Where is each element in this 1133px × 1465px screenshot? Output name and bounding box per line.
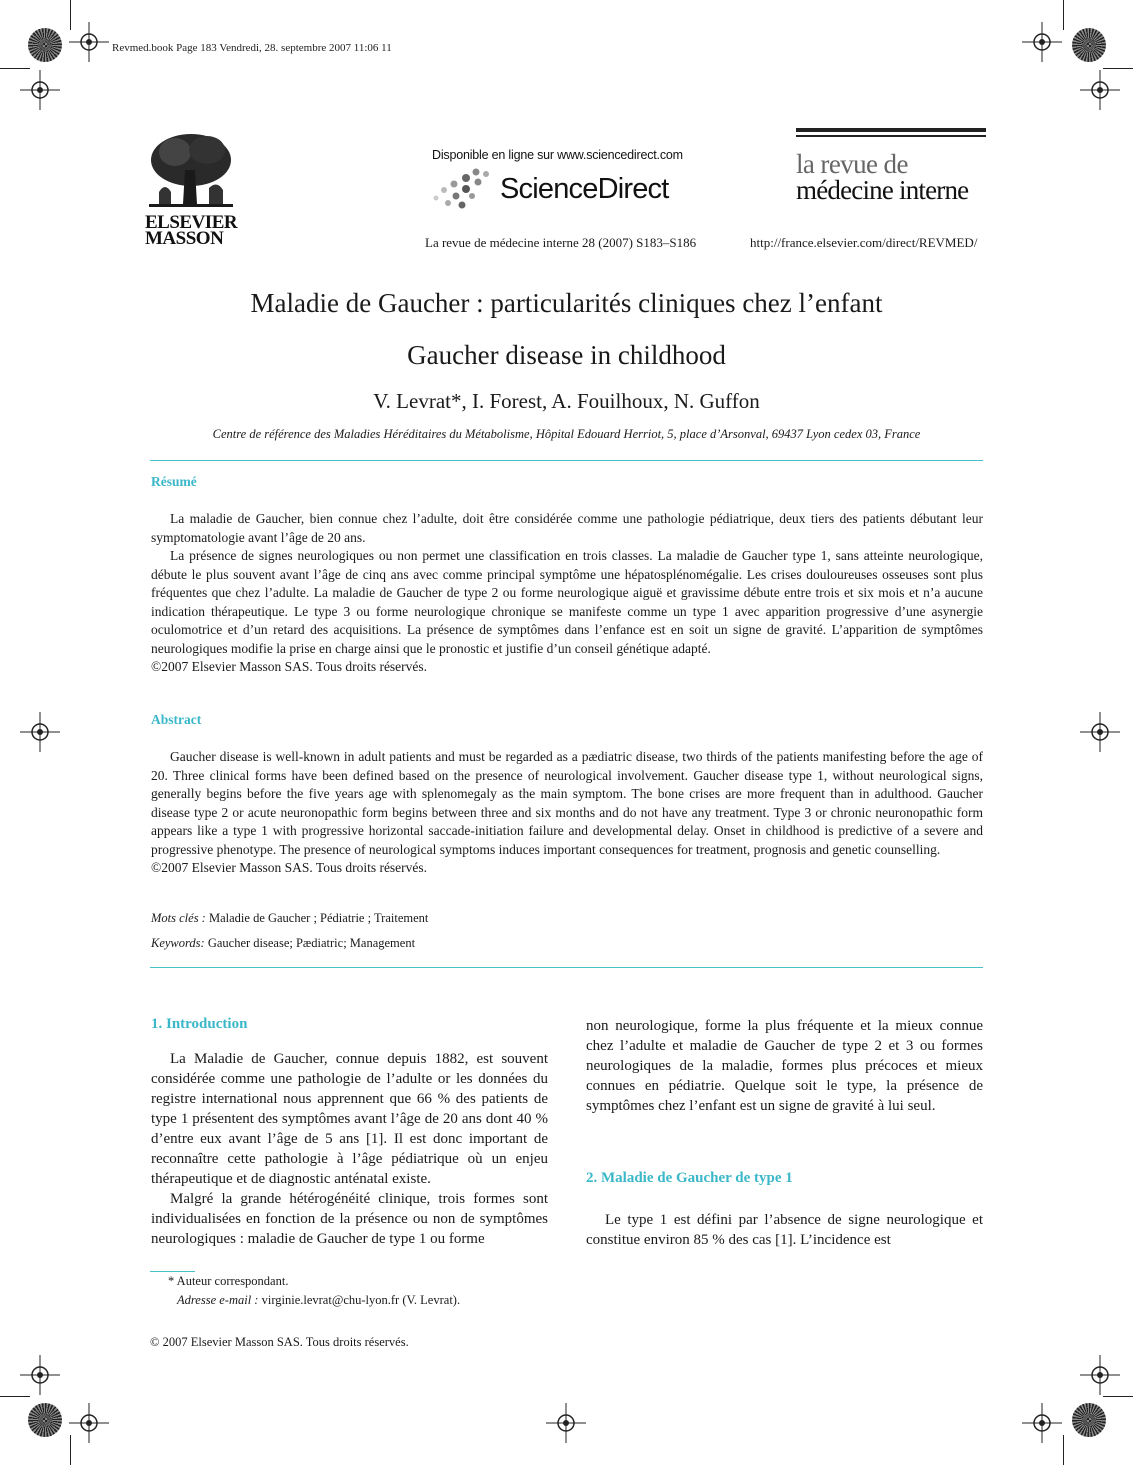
crosshair-icon [69, 1403, 109, 1443]
keywords-en [151, 936, 415, 951]
right-column-text [586, 1016, 983, 1116]
crosshair-icon [20, 712, 60, 752]
registration-circle-icon [1072, 28, 1106, 62]
journal-bar [796, 135, 986, 137]
sciencedirect-name: ScienceDirect [500, 172, 669, 205]
trim-line [1063, 1435, 1064, 1465]
trim-line [70, 0, 71, 30]
crosshair-icon [1080, 1355, 1120, 1395]
elsevier-tree-icon [145, 130, 237, 210]
sciencedirect-block [432, 148, 712, 210]
journal-logo [796, 128, 986, 203]
publisher-line2: MASSON [145, 228, 224, 249]
keywords-en-values: Gaucher disease; Pædiatric; Management [204, 936, 416, 950]
journal-bar [796, 128, 986, 132]
crosshair-icon [1080, 70, 1120, 110]
registration-circle-icon [28, 1403, 62, 1437]
author-affiliation: Centre de référence des Maladies Héréditaires du Métabolisme, Hôpital Edouard Herriot, 5, place d’Arsonval, 69437 Lyon cedex 03, France [212, 427, 921, 441]
sciencedirect-online-text: Disponible en ligne sur www.sciencedirect.com [432, 148, 683, 162]
body-paragraph: Le type 1 est défini par l’absence de signe neurologique et constitue environ 85 % des cas [1]. L’incidence est [586, 1212, 983, 1248]
intro-text [151, 1049, 548, 1249]
page-copyright: © 2007 Elsevier Masson SAS. Tous droits réservés. [150, 1335, 409, 1349]
trim-line [70, 1435, 71, 1465]
journal-url[interactable]: http://france.elsevier.com/direct/REVMED/ [750, 235, 978, 250]
keywords-fr-values: Maladie de Gaucher ; Pédiatrie ; Traitement [205, 911, 429, 925]
footnote-email-value[interactable]: virginie.levrat@chu-lyon.fr (V. Levrat). [258, 1293, 461, 1307]
trim-line [0, 68, 30, 69]
registration-circle-icon [28, 28, 62, 62]
article-title-fr: Maladie de Gaucher : particularités cliniques chez l’enfant [250, 288, 883, 318]
print-info: Revmed.book Page 183 Vendredi, 28. septembre 2007 11:06 11 [112, 42, 392, 54]
sciencedirect-logo [432, 168, 712, 210]
resume-heading: Résumé [151, 474, 197, 489]
crosshair-icon [1022, 22, 1062, 62]
footnote-corresponding: * Auteur correspondant. [168, 1274, 289, 1288]
crosshair-icon [20, 1355, 60, 1395]
article-authors: V. Levrat*, I. Forest, A. Fouilhoux, N. Guffon [373, 389, 760, 413]
section2-text [586, 1210, 983, 1250]
trim-line [0, 1396, 30, 1397]
abstract-heading: Abstract [151, 712, 202, 727]
registration-circle-icon [1072, 1403, 1106, 1437]
body-paragraph: non neurologique, forme la plus fréquente et la mieux connue chez l’adulte et maladie de Gaucher de type 2 et 3 ou formes neurologiques de la maladie, formes plus précoces et mieux connues en pédiatrie. Quelque soit le type, la présence de symptômes chez l’enfant est un signe de gravité à lui seul. [586, 1018, 983, 1114]
body-paragraph: La Maladie de Gaucher, connue depuis 1882, est souvent considérée comme une pathologie de l’adulte or les données du registre international nous apprennent que 66 % des patients de type 1 présentent des symptômes avant l’âge de 20 ans dont 40 % d’entre eux avant l’âge de 5 ans [1]. Il est donc important de reconnaître cette pathologie à l’âge pédiatrique où un enjeu thérapeutique et de diagnostic anténatal existe. [151, 1051, 548, 1187]
footnote-email-label: Adresse e-mail : [177, 1293, 259, 1307]
crosshair-icon [546, 1403, 586, 1443]
trim-line [1063, 0, 1064, 30]
keywords-fr [151, 911, 428, 926]
intro-heading: 1. Introduction [151, 1016, 248, 1032]
abstract-copyright: ©2007 Elsevier Masson SAS. Tous droits réservés. [151, 860, 428, 875]
crosshair-icon [1022, 1403, 1062, 1443]
resume-copyright: ©2007 Elsevier Masson SAS. Tous droits réservés. [151, 659, 428, 674]
resume-body [151, 510, 983, 677]
trim-line [1103, 1396, 1133, 1397]
crosshair-icon [1080, 712, 1120, 752]
crosshair-icon [20, 70, 60, 110]
section-rule [150, 460, 983, 461]
body-paragraph: Malgré la grande hétérogénéité clinique, trois formes sont individualisées en fonction de la présence ou non de symptômes neurologiques : maladie de Gaucher de type 1 ou forme [151, 1191, 548, 1247]
publisher-line1: ELSEVIER [145, 212, 238, 233]
resume-paragraph: La présence de signes neurologiques ou non permet une classification en trois classes. La maladie de Gaucher type 1, sans atteinte neurologique, débute le plus souvent avant l’âge de cinq ans avec comme principal symptôme une hépatosplénomégalie. Les crises douloureuses osseuses sont plus fréquentes que chez l’adulte. La maladie de Gaucher de type 2 ou forme neurologique aiguë et gravissime débute entre trois et six mois et n’a aucune indication thérapeutique. Le type 3 ou forme neurologique chronique se manifeste comme un type 1 avec apparition progressive d’une asynergie oculomotrice et d’un retard des acquisitions. La présence de symptômes dans l’enfance est en soit un signe de gravité. L’apparition de symptômes neurologiques modifie la prise en charge ainsi que le pronostic et justifie d’un conseil génétique adapté. [151, 548, 983, 656]
trim-line [1103, 68, 1133, 69]
keywords-fr-label: Mots clés : [151, 911, 206, 925]
journal-name-line1: la revue de [796, 149, 908, 179]
journal-citation: La revue de médecine interne 28 (2007) S183–S186 [425, 235, 697, 250]
section-rule [150, 967, 983, 968]
resume-paragraph: La maladie de Gaucher, bien connue chez l’adulte, doit être considérée comme une pathologie pédiatrique, deux tiers des patients débutant leur symptomatologie avant l’âge de 20 ans. [151, 511, 983, 545]
journal-name-line2: médecine interne [796, 175, 969, 205]
crosshair-icon [69, 22, 109, 62]
section2-heading: 2. Maladie de Gaucher de type 1 [586, 1170, 793, 1186]
abstract-body [151, 748, 983, 878]
footnote-email [177, 1293, 460, 1308]
sciencedirect-dots-icon [432, 168, 494, 210]
abstract-paragraph: Gaucher disease is well-known in adult patients and must be regarded as a pædiatric disease, two thirds of the patients manifesting before the age of 20. Three clinical forms have been defined based on the presence of neurological involvement. Gaucher disease type 1, without neurological signs, generally begins before the five years age with splenomegaly as the main symptom. The bone crises are more frequent than in adulthood. Gaucher disease type 2 or acute neuronopathic form begins between three and six months and do not have any treatment. Type 3 or chronic neuronopathic form appears like a type 1 with progressive horizontal saccade-initiation failure and developmental delay. Onset in childhood is predictive of a severe and progressive phenotype. The presence of neurological symptoms induces important consequences for treatment, prognosis and genetic counselling. [151, 749, 983, 857]
keywords-en-label: Keywords: [151, 936, 205, 950]
footnote-rule [150, 1271, 195, 1272]
elsevier-masson-logo [145, 130, 240, 247]
article-title-en: Gaucher disease in childhood [407, 340, 726, 370]
